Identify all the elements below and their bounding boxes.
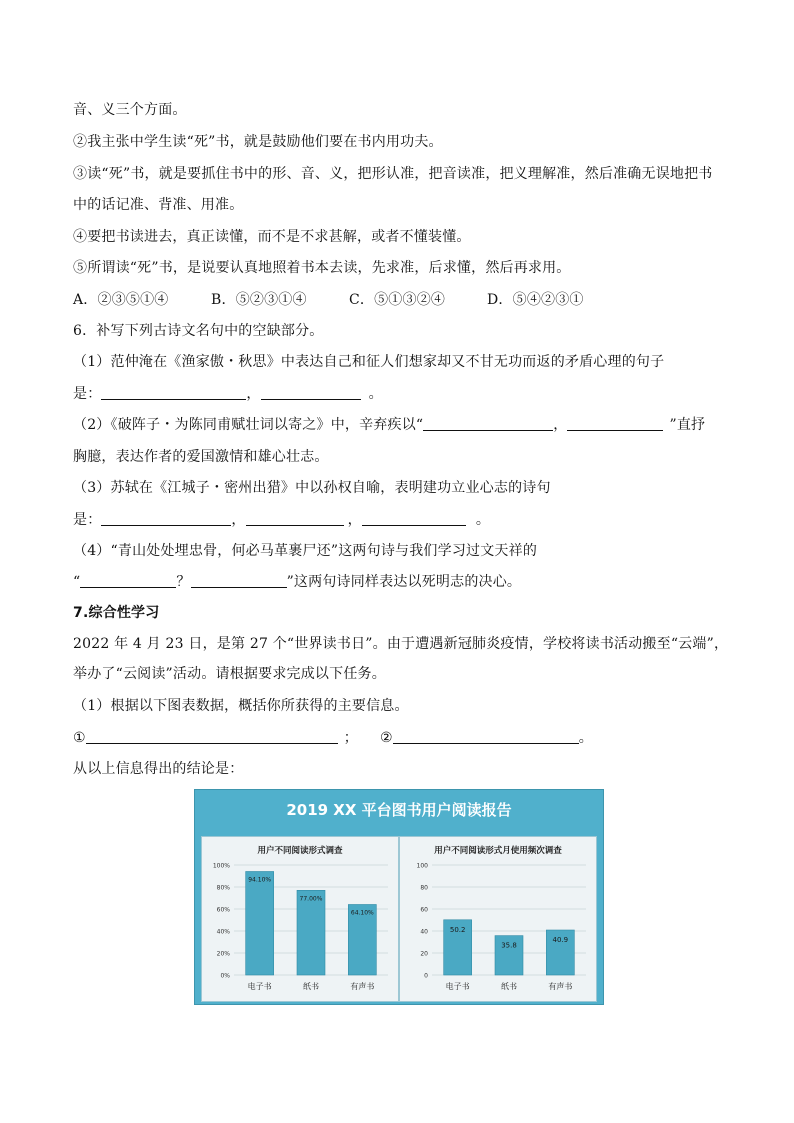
bar-value-label: 94.10% <box>248 876 272 884</box>
answer-blank[interactable] <box>191 573 287 588</box>
bar-chart-monthly-frequency <box>400 837 596 1001</box>
bar-chart-reading-forms <box>202 837 398 1001</box>
bar <box>297 890 325 975</box>
y-tick-label: 60% <box>216 906 230 914</box>
answer-blank[interactable] <box>423 416 553 431</box>
y-tick-label: 20 <box>420 950 428 958</box>
y-tick-label: 60 <box>420 906 428 914</box>
reading-report-figure <box>194 789 604 1005</box>
question-7-conclusion: 从以上信息得出的结论是： <box>73 761 244 777</box>
question-6-part3: （3）苏轼在《江城子・密州出猎》中以孙权自喻，表明建功立业心志的诗句 <box>73 480 551 496</box>
bar <box>246 871 274 975</box>
question-6-part1: （1）范仲淹在《渔家傲・秋思》中表达自己和征人们想家却又不甘无功而返的矛盾心理的句子 <box>73 354 665 370</box>
bar-value-label: 35.8 <box>501 941 517 950</box>
answer-blank[interactable] <box>261 385 361 400</box>
report-title: 2019 XX 平台图书用户阅读报告 <box>286 801 512 819</box>
question-6-part4: （4）“青山处处埋忠骨，何必马革裹尸还”这两句诗与我们学习过文天祥的 <box>73 543 538 559</box>
text-line: ③读“死”书，就是要抓住书中的形、音、义，把形认准，把音读准，把义理解准，然后准确无误地把书 <box>73 166 713 182</box>
x-tick-label: 纸书 <box>501 982 517 991</box>
question-6-title: 6．补写下列古诗文名句中的空缺部分。 <box>73 323 324 339</box>
y-tick-label: 0% <box>220 972 230 980</box>
question-7-body: 举办了“云阅读”活动。请根据要求完成以下任务。 <box>73 666 386 682</box>
y-tick-label: 20% <box>216 950 230 958</box>
question-7-answer-line: ① ； ② 。 <box>73 730 593 746</box>
text-line: 中的话记准、背准、用准。 <box>73 197 244 213</box>
answer-blank[interactable] <box>86 729 338 744</box>
x-tick-label: 电子书 <box>445 982 470 991</box>
x-tick-label: 电子书 <box>247 982 272 991</box>
option-d[interactable]: D．⑤④②③① <box>487 292 584 308</box>
y-tick-label: 80 <box>420 884 428 892</box>
question-6-part1-answer: 是： ， 。 <box>73 386 383 402</box>
text-line: ⑤所谓读“死”书，是说要认真地照着书本去读，先求准，后求懂，然后再求用。 <box>73 260 571 276</box>
bar-value-label: 50.2 <box>449 925 466 934</box>
text-line: ④要把书读进去，真正读懂，而不是不求甚解，或者不懂装懂。 <box>73 229 471 245</box>
question-6-part2: （2）《破阵子・为陈同甫赋壮词以寄之》中，辛弃疾以“ ， ”直抒 <box>73 417 706 433</box>
y-tick-label: 80% <box>216 884 230 892</box>
bar-value-label: 40.9 <box>552 936 569 945</box>
question-6-part2-cont: 胸臆，表达作者的爱国激情和雄心壮志。 <box>73 449 329 465</box>
question-6-part4-answer: “ ？ ”这两句诗同样表达以死明志的决心。 <box>73 574 522 590</box>
y-tick-label: 0 <box>424 972 428 980</box>
question-7-body: 2022 年 4 月 23 日，是第 27 个“世界读书日”。由于遭遇新冠肺炎疫情，学校将读书活动搬至“云端”， <box>73 636 729 652</box>
y-tick-label: 100% <box>212 862 230 870</box>
option-a[interactable]: A．②③⑤①④ <box>73 292 169 308</box>
options-row <box>73 291 584 309</box>
answer-blank[interactable] <box>393 729 579 744</box>
question-6-part3-answer: 是： ， ， 。 <box>73 512 491 528</box>
question-7-task1: （1）根据以下图表数据，概括你所获得的主要信息。 <box>73 698 409 714</box>
answer-blank[interactable] <box>101 385 246 400</box>
option-c[interactable]: C．⑤①③②④ <box>349 292 446 308</box>
chart-panel-right <box>399 836 597 1002</box>
answer-blank[interactable] <box>101 511 231 526</box>
y-tick-label: 100 <box>416 862 428 870</box>
x-tick-label: 纸书 <box>303 982 319 991</box>
x-tick-label: 有声书 <box>350 982 375 991</box>
text-line: 音、义三个方面。 <box>73 102 187 118</box>
x-tick-label: 有声书 <box>548 982 573 991</box>
y-tick-label: 40% <box>216 928 230 936</box>
question-7-title: 7.综合性学习 <box>73 605 160 621</box>
text-line: ②我主张中学生读“死”书，就是鼓励他们要在书内用功夫。 <box>73 134 443 150</box>
option-b[interactable]: B．⑤②③①④ <box>211 292 307 308</box>
answer-blank[interactable] <box>567 416 663 431</box>
bar-value-label: 64.10% <box>350 909 374 917</box>
answer-blank[interactable] <box>246 511 344 526</box>
answer-blank[interactable] <box>80 573 176 588</box>
chart-title: 用户不同阅读形式月使用频次调查 <box>434 846 562 856</box>
chart-panel-left <box>201 836 399 1002</box>
y-tick-label: 40 <box>420 928 428 936</box>
answer-blank[interactable] <box>362 511 466 526</box>
chart-title: 用户不同阅读形式调查 <box>257 846 343 856</box>
bar-value-label: 77.00% <box>299 895 323 903</box>
